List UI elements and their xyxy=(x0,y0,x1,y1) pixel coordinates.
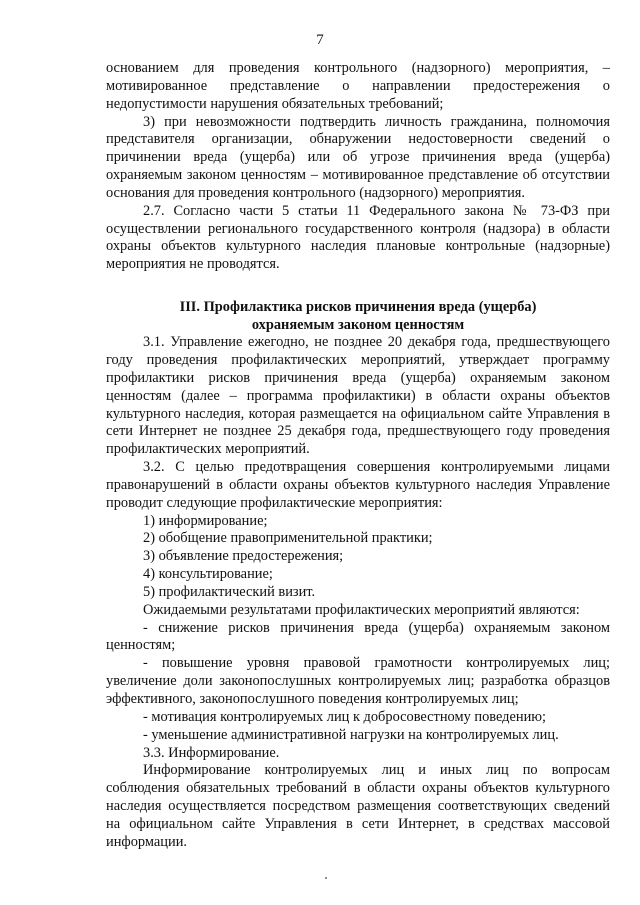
paragraphs-after-section xyxy=(106,334,610,851)
section-heading xyxy=(106,298,610,334)
paragraph-q5: 4) консультирование; xyxy=(143,566,273,583)
paragraph-q1: 3.2. С целью предотвращения совершения контролируемыми лицами правонарушений в области охраны объектов культурного наследия Управление проводит следующие профилактические мероприятия: xyxy=(106,459,610,511)
paragraph-q13: Информирование контролируемых лиц и иных лиц по вопросам соблюдения обязательных требований в области охраны объектов культурного наследия осуществляется посредством размещения соответствующих сведений на официальном сайте Управления в сети Интернет, в средствах массовой информации. xyxy=(106,762,610,850)
paragraph-q3: 2) обобщение правоприменительной практики; xyxy=(143,530,433,547)
page-number: 7 xyxy=(316,32,324,48)
scan-speck xyxy=(325,877,327,879)
section-heading-line-1: III. Профилактика рисков причинения вреда (ущерба) xyxy=(179,299,537,316)
paragraphs-before-section xyxy=(106,60,610,274)
paragraph-q2: 1) информирование; xyxy=(143,512,268,529)
document-body xyxy=(106,60,610,852)
paragraph-q7: Ожидаемыми результатами профилактических мероприятий являются: xyxy=(143,601,580,618)
paragraph-q0: 3.1. Управление ежегодно, не позднее 20 декабря года, предшествующего году проведения профилактических мероприятий, утверждает программу профилактики рисков причинения вреда (ущерба) охраняемым законом ценностям (далее – программа профилактики) в области охраны объектов культурного наследия, которая размещается на официальном сайте Управления в сети Интернет не позднее 25 декабря года, предшествующего году проведения профилактических мероприятий. xyxy=(106,334,610,458)
paragraph-q10: - мотивация контролируемых лиц к добросовестному поведению; xyxy=(143,708,547,725)
section-heading-line-2: охраняемым законом ценностям xyxy=(251,317,465,334)
paragraph-q6: 5) профилактический визит. xyxy=(143,583,316,600)
paragraph-p0: основанием для проведения контрольного (надзорного) мероприятия, – мотивированное представление о направлении предостережения о недопустимости нарушения обязательных требований; xyxy=(106,60,610,112)
paragraph-p1: 3) при невозможности подтвердить личность гражданина, полномочия представителя организации, обнаружении недостоверности сведений о причинении вреда (ущерба) или об угрозе причинения вреда (ущерба) охраняемым законом ценностям – мотивированное представление об отсутствии основания для проведения контрольного (надзорного) мероприятия. xyxy=(106,113,610,201)
paragraph-q11: - уменьшение административной нагрузки на контролируемых лиц. xyxy=(143,726,559,743)
paragraph-p2: 2.7. Согласно части 5 статьи 11 Федерального закона № 73-ФЗ при осуществлении регионального государственного контроля (надзора) в области охраны объектов культурного наследия плановые контрольные (надзорные) мероприятия не проводятся. xyxy=(106,202,610,273)
paragraph-q9: - повышение уровня правовой грамотности контролируемых лиц; увеличение доли законопослушных контролируемых лиц; разработка образцов эффективного, законопослушного поведения контролируемых лиц; xyxy=(106,655,610,707)
paragraph-q12: 3.3. Информирование. xyxy=(143,744,280,761)
paragraph-q4: 3) объявление предостережения; xyxy=(143,548,344,565)
paragraph-q8: - снижение рисков причинения вреда (ущерба) охраняемым законом ценностям; xyxy=(106,619,610,654)
